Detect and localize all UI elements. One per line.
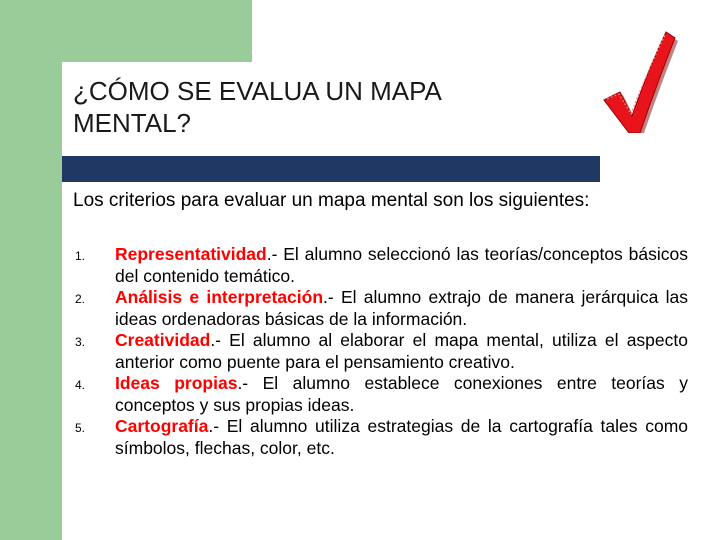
item-number: 2. [75,292,86,306]
title-rule-edge [62,156,92,182]
slide-title-line-1: ¿CÓMO SE EVALUA UN MAPA [73,76,442,106]
item-text: .- El alumno seleccionó las teorías/conceptos básicos del contenido temático. [115,244,688,286]
title-rule [62,156,600,182]
item-term: Creatividad [115,330,211,350]
item-term: Análisis e interpretación [115,287,324,307]
item-term: Cartografía [115,416,209,436]
top-bar [0,0,252,62]
list-item [73,373,688,416]
item-text: .- El alumno al elaborar el mapa mental, utiliza el aspecto anterior como puente para el pensamiento creativo. [115,330,688,372]
item-number: 5. [75,421,86,435]
intro-text: Los criterios para evaluar un mapa mental son los siguientes: [73,190,590,211]
list-item [73,287,688,330]
item-number: 1. [75,249,86,263]
list-item [73,416,688,459]
item-term: Ideas propias [115,373,238,393]
slide-title-line-2: MENTAL? [73,108,191,138]
item-term: Representatividad [115,244,267,264]
item-text: .- El alumno establece conexiones entre teorías y conceptos y sus propias ideas. [115,373,688,415]
criteria-list [73,244,688,459]
slide-title [73,75,593,139]
item-text: .- El alumno utiliza estrategias de la cartografía tales como símbolos, flechas, color, etc. [115,416,688,458]
side-bar [0,0,62,540]
item-text: .- El alumno extrajo de manera jerárquica las ideas ordenadoras básicas de la información. [115,287,688,329]
item-number: 4. [75,378,86,392]
checkmark-icon [598,18,678,133]
list-item [73,244,688,287]
item-number: 3. [75,335,86,349]
list-item [73,330,688,373]
